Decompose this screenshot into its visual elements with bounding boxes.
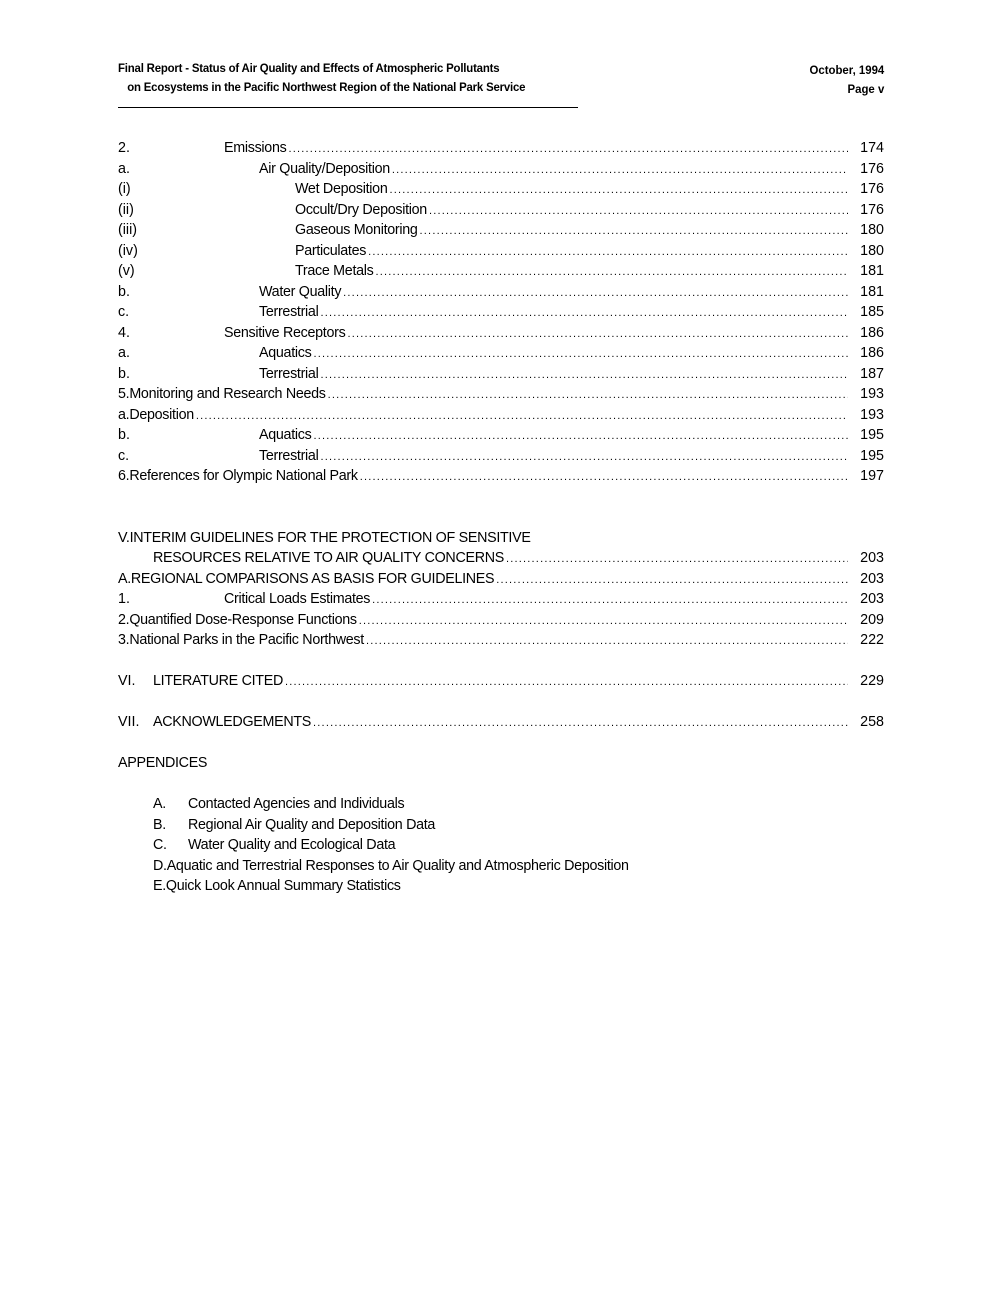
toc-entry[interactable]: [118, 630, 884, 651]
section-vi-entry[interactable]: [118, 671, 884, 692]
toc-entry[interactable]: [118, 200, 884, 221]
toc-entry[interactable]: [118, 446, 884, 467]
leader-dots: [313, 426, 848, 447]
leader-dots: [366, 631, 848, 652]
spacer: [118, 487, 884, 508]
leader-dots: [313, 344, 848, 365]
appendix-letter: A.: [153, 796, 166, 812]
toc-entry-page: 176: [860, 181, 884, 197]
toc-part-1: [118, 138, 884, 487]
appendix-item[interactable]: [118, 876, 884, 897]
report-date: October, 1994: [809, 63, 884, 77]
appendix-title: Water Quality and Ecological Data: [188, 837, 396, 853]
toc-entry-title: Aquatics: [259, 343, 313, 364]
section-vi-page: 229: [860, 673, 884, 689]
leader-dots: [372, 590, 848, 611]
toc-entry-title: Air Quality/Deposition: [259, 159, 392, 180]
section-vi-title: LITERATURE CITED: [153, 671, 285, 692]
toc-entry-number: (i): [118, 181, 131, 197]
leader-dots: [313, 713, 848, 734]
section-vii-title: ACKNOWLEDGEMENTS: [153, 712, 313, 733]
leader-dots: [285, 672, 848, 693]
section-v-entry[interactable]: [118, 548, 884, 569]
section-vii-entry[interactable]: [118, 712, 884, 733]
toc-entry-number: (v): [118, 263, 135, 279]
section-v-page: 203: [860, 550, 884, 566]
table-of-contents: [118, 138, 884, 897]
toc-entry-title: Particulates: [295, 241, 368, 262]
toc-entry-page: 195: [860, 447, 884, 464]
toc-entry[interactable]: [118, 241, 884, 262]
toc-entry-title: Wet Deposition: [295, 179, 390, 200]
toc-entry-title: Sensitive Receptors: [224, 323, 347, 344]
toc-entry-page: 209: [860, 611, 884, 628]
leader-dots: [506, 549, 848, 570]
toc-entry[interactable]: [118, 589, 884, 610]
spacer: [118, 651, 884, 672]
toc-entry[interactable]: [118, 138, 884, 159]
toc-entry-title: Terrestrial: [259, 364, 320, 385]
toc-entry-title: 5.Monitoring and Research Needs: [118, 384, 328, 405]
leader-dots: [320, 303, 848, 324]
leader-dots: [368, 242, 848, 263]
section-v-line-2: RESOURCES RELATIVE TO AIR QUALITY CONCERNS: [153, 548, 506, 569]
spacer: [118, 774, 884, 795]
toc-entry[interactable]: [118, 343, 884, 364]
toc-entry-page: 181: [860, 263, 884, 279]
toc-entry-title: Occult/Dry Deposition: [295, 200, 429, 221]
toc-entry-title: Aquatics: [259, 425, 313, 446]
appendices-heading: [118, 753, 884, 774]
leader-dots: [496, 570, 848, 591]
toc-entry-title: Trace Metals: [295, 261, 376, 282]
toc-entry-page: 195: [860, 427, 884, 443]
appendix-title: Regional Air Quality and Deposition Data: [188, 816, 436, 833]
toc-entry-page: 176: [860, 201, 884, 218]
appendix-letter: B.: [153, 816, 166, 833]
toc-entry-number: (iv): [118, 242, 138, 259]
toc-entry-title: Emissions: [224, 138, 288, 159]
toc-entry-title: 3.National Parks in the Pacific Northwest: [118, 630, 366, 651]
toc-entry-page: 186: [860, 345, 884, 361]
toc-entry[interactable]: [118, 405, 884, 426]
report-title-line-1: Final Report - Status of Air Quality and Effects of Atmospheric Pollutants: [118, 61, 500, 75]
toc-entry-number: 4.: [118, 324, 130, 341]
section-vi-num: VI.: [118, 673, 136, 689]
toc-entry-title: Water Quality: [259, 282, 343, 303]
header-rule: [118, 107, 578, 108]
toc-entry[interactable]: [118, 610, 884, 631]
toc-entry-title: Terrestrial: [259, 446, 320, 467]
appendices-title: APPENDICES: [118, 755, 208, 771]
appendix-item[interactable]: [118, 835, 884, 856]
toc-entry-number: a.: [118, 160, 130, 177]
appendix-title: E.Quick Look Annual Summary Statistics: [153, 878, 401, 894]
toc-entry-page: 180: [860, 242, 884, 259]
toc-entry[interactable]: [118, 569, 884, 590]
toc-entry-number: (iii): [118, 222, 138, 238]
toc-entry[interactable]: [118, 384, 884, 405]
section-v-heading: [118, 528, 884, 549]
toc-entry[interactable]: [118, 323, 884, 344]
appendix-letter: C.: [153, 837, 167, 853]
toc-entry[interactable]: [118, 261, 884, 282]
toc-entry-page: 176: [860, 160, 884, 177]
toc-entry-page: 174: [860, 140, 884, 156]
leader-dots: [320, 447, 848, 468]
toc-entry-number: b.: [118, 365, 130, 382]
leader-dots: [392, 160, 848, 181]
toc-entry[interactable]: [118, 220, 884, 241]
toc-entry-number: 1.: [118, 591, 130, 607]
header-line-1: [118, 61, 883, 80]
toc-entry[interactable]: [118, 179, 884, 200]
toc-entry-title: 2.Quantified Dose-Response Functions: [118, 610, 359, 631]
leader-dots: [359, 611, 848, 632]
toc-entry[interactable]: [118, 364, 884, 385]
toc-entry-page: 197: [860, 468, 884, 484]
toc-entry-number: (ii): [118, 201, 134, 218]
toc-entry-title: a.Deposition: [118, 405, 196, 426]
toc-entry-title: Gaseous Monitoring: [295, 220, 420, 241]
page-number: Page v: [847, 82, 884, 96]
toc-entry-page: 203: [860, 570, 884, 587]
section-vii-num: VII.: [118, 714, 140, 730]
toc-entry[interactable]: [118, 159, 884, 180]
leader-dots: [420, 221, 848, 242]
toc-entry-page: 181: [860, 283, 884, 300]
appendix-list: [118, 794, 884, 897]
toc-entry-page: 187: [860, 365, 884, 382]
spacer: [118, 733, 884, 754]
toc-entry-number: b.: [118, 427, 130, 443]
toc-entry-title: A.REGIONAL COMPARISONS AS BASIS FOR GUIDELINES: [118, 569, 496, 590]
toc-entry-page: 203: [860, 591, 884, 607]
toc-entry-page: 186: [860, 324, 884, 341]
toc-part-2: [118, 569, 884, 651]
toc-entry-number: c.: [118, 447, 130, 464]
leader-dots: [347, 324, 848, 345]
header-line-2: [118, 80, 883, 99]
toc-entry-page: 193: [860, 406, 884, 423]
toc-entry-number: b.: [118, 283, 130, 300]
toc-entry-number: a.: [118, 345, 130, 361]
appendix-title: D.Aquatic and Terrestrial Responses to Air Quality and Atmospheric Deposition: [153, 857, 629, 874]
appendix-item[interactable]: [118, 856, 884, 877]
toc-entry[interactable]: [118, 282, 884, 303]
appendix-item[interactable]: [118, 794, 884, 815]
leader-dots: [288, 139, 848, 160]
leader-dots: [196, 406, 848, 427]
leader-dots: [328, 385, 848, 406]
leader-dots: [343, 283, 848, 304]
appendix-title: Contacted Agencies and Individuals: [188, 796, 405, 812]
toc-entry-page: 180: [860, 222, 884, 238]
page-header: [118, 61, 884, 99]
toc-entry-number: c.: [118, 304, 130, 320]
toc-entry-page: 222: [860, 632, 884, 648]
toc-entry-title: 6.References for Olympic National Park: [118, 466, 360, 487]
section-v-line-1: V.INTERIM GUIDELINES FOR THE PROTECTION OF SENSITIVE: [118, 529, 531, 546]
leader-dots: [320, 365, 848, 386]
toc-entry-page: 193: [860, 386, 884, 402]
section-vii-page: 258: [860, 714, 884, 730]
header-right: [809, 61, 884, 99]
toc-entry-page: 185: [860, 304, 884, 320]
toc-entry-number: 2.: [118, 140, 130, 156]
toc-entry[interactable]: [118, 466, 884, 487]
leader-dots: [360, 467, 848, 488]
leader-dots: [390, 180, 849, 201]
spacer: [118, 692, 884, 713]
toc-entry-title: Terrestrial: [259, 302, 320, 323]
leader-dots: [376, 262, 849, 283]
report-title-line-2: on Ecosystems in the Pacific Northwest Region of the National Park Service: [127, 80, 526, 94]
toc-entry[interactable]: [118, 425, 884, 446]
leader-dots: [429, 201, 848, 222]
toc-entry-title: Critical Loads Estimates: [224, 589, 372, 610]
appendix-item[interactable]: [118, 815, 884, 836]
toc-entry[interactable]: [118, 302, 884, 323]
spacer: [118, 507, 884, 528]
